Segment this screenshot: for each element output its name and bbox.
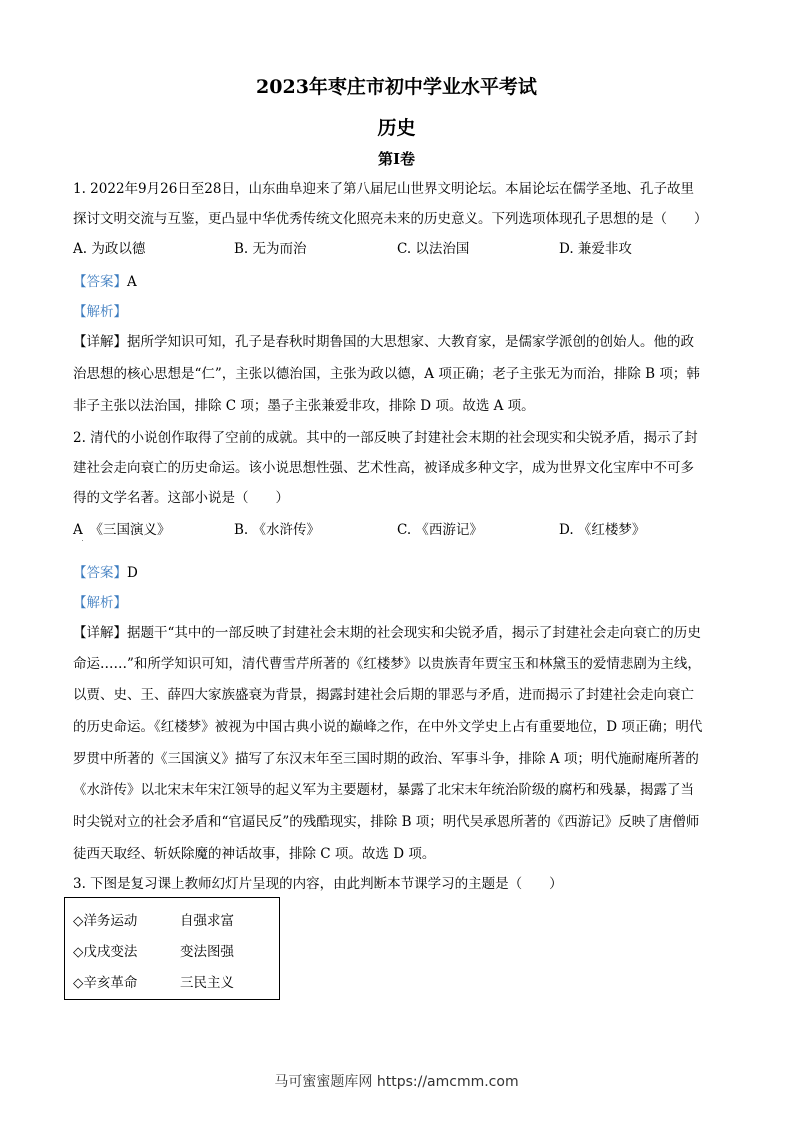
exam-title: 2023年枣庄市初中学业水平考试 xyxy=(256,76,537,98)
question-2-detail-line-5: 罗贯中所著的《三国演义》描写了东汉末年至三国时期的政治、军事斗争，排除 A 项；明代施耐庵所著的 xyxy=(73,751,699,767)
question-1-line-1: 1. 2022年9月26日至28日，山东曲阜迎来了第八届尼山世界文明论坛。本届论坛在儒学圣地、孔子故里 xyxy=(73,181,694,197)
question-1-detail-line-1: 【详解】据所学知识可知，孔子是春秋时期鲁国的大思想家、大教育家，是儒家学派创的创始人。他的政 xyxy=(73,334,694,350)
slide-row-3-goal: 三民主义 xyxy=(180,975,234,991)
question-3-line-1: 3. 下图是复习课上教师幻灯片呈现的内容，由此判断本节课学习的主题是（ ） xyxy=(73,876,563,892)
slide-content-box xyxy=(64,897,280,1000)
slide-row-2-event: ◇戊戌变法 xyxy=(73,944,138,960)
answer-value: D xyxy=(127,565,138,581)
question-2-line-3: 得的文学名著。这部小说是（ ） xyxy=(73,490,289,506)
question-2-analysis-tag: 【解析】 xyxy=(73,595,127,611)
question-2-detail-line-7: 时尖锐对立的社会矛盾和“官逼民反”的残酷现实，排除 B 项；明代吴承恩所著的《西游记》反映了唐僧师 xyxy=(73,814,700,830)
question-2-answer xyxy=(73,561,138,581)
section-title: 第Ⅰ卷 xyxy=(377,150,416,168)
question-2-detail-line-6: 《水浒传》以北宋末年宋江领导的起义军为主要题材，暴露了北宋末年统治阶级的腐朽和残暴，揭露了当 xyxy=(73,782,694,798)
question-2-option-c: C. 《西游记》 xyxy=(397,522,483,538)
answer-value: A xyxy=(127,274,137,290)
question-1-analysis-tag: 【解析】 xyxy=(73,304,127,320)
question-1-option-b: B. 无为而治 xyxy=(234,241,307,257)
question-2-line-1: 2. 清代的小说创作取得了空前的成就。其中的一部反映了封建社会末期的社会现实和尖锐矛盾，揭示了封 xyxy=(73,430,698,446)
question-2-detail-line-4: 的历史命运。《红楼梦》被视为中国古典小说的巅峰之作，在中外文学史上占有重要地位，D 项正确；明代 xyxy=(73,719,703,735)
answer-tag: 【答案】 xyxy=(73,565,127,581)
answer-tag: 【答案】 xyxy=(73,274,127,290)
question-1-option-d: D. 兼爱非攻 xyxy=(559,241,632,257)
question-1-answer xyxy=(73,270,137,290)
question-2-line-2: 建社会走向衰亡的历史命运。该小说思想性强、艺术性高，被译成多种文字，成为世界文化宝库中不可多 xyxy=(73,460,694,476)
question-2-detail-line-3: 以贾、史、王、薛四大家族盛衰为背景，揭露封建社会后期的罪恶与矛盾，进而揭示了封建社会走向衰亡 xyxy=(73,687,694,703)
question-1-detail-line-2: 治思想的核心思想是“仁”，主张以德治国，主张为政以德，A 项正确；老子主张无为而治，排除 B 项；韩 xyxy=(73,366,700,382)
slide-row-1-event: ◇洋务运动 xyxy=(73,913,138,929)
question-1-option-a: A. 为政以德 xyxy=(73,241,146,257)
slide-row-2-goal: 变法图强 xyxy=(180,944,234,960)
question-2-detail-line-2: 命运……”和所学知识可知，清代曹雪芹所著的《红楼梦》以贵族青年贾宝玉和林黛玉的爱情悲剧为主线， xyxy=(73,656,701,672)
subject-title: 历史 xyxy=(377,117,416,139)
question-1-detail-line-3: 非子主张以法治国，排除 C 项；墨子主张兼爱非攻，排除 D 项。故选 A 项。 xyxy=(73,398,535,414)
watermark-footer: 马可蜜蜜题库网 https://amcmm.com xyxy=(274,1074,519,1090)
question-1-line-2: 探讨文明交流与互鉴，更凸显中华优秀传统文化照亮未来的历史意义。下列选项体现孔子思想的是（ ） xyxy=(73,211,708,227)
question-2-detail-line-1: 【详解】据题干“其中的一部反映了封建社会末期的社会现实和尖锐矛盾，揭示了封建社会走向衰亡的历史 xyxy=(73,625,701,641)
question-1-option-c: C. 以法治国 xyxy=(397,241,470,257)
slide-row-1-goal: 自强求富 xyxy=(180,913,234,929)
question-2-option-a: A 《三国演义》 xyxy=(73,522,171,538)
slide-row-3-event: ◇辛亥革命 xyxy=(73,975,138,991)
question-2-option-b: B. 《水浒传》 xyxy=(234,522,321,538)
stray-dot xyxy=(82,540,83,541)
question-2-option-d: D. 《红楼梦》 xyxy=(559,522,646,538)
question-2-detail-line-8: 徒西天取经、斩妖除魔的神话故事，排除 C 项。故选 D 项。 xyxy=(73,846,436,862)
